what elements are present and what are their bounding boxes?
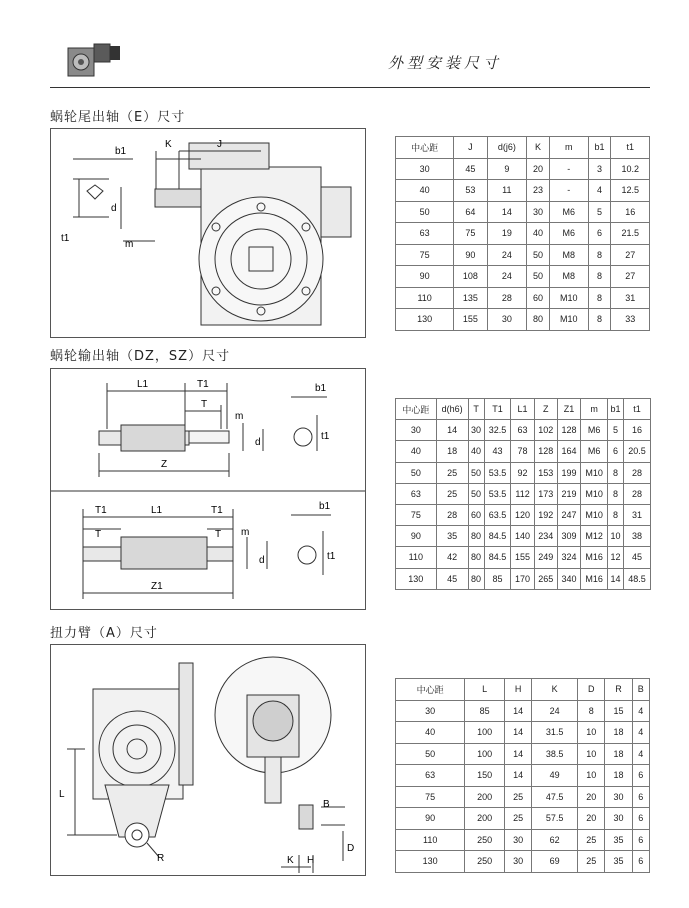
table-cell: 20: [578, 808, 605, 830]
table-cell: 28: [436, 504, 468, 525]
table-cell: 90: [396, 526, 437, 547]
table-cell: 10: [578, 722, 605, 744]
table-cell: 90: [454, 244, 487, 266]
table-cell: 128: [557, 420, 580, 441]
table-cell: 38: [624, 526, 651, 547]
table-row: [396, 547, 651, 568]
table-cell: 75: [396, 504, 437, 525]
table-dz-col: m: [581, 399, 608, 420]
dz-label-l1: L1: [137, 379, 149, 390]
table-cell: 164: [557, 441, 580, 462]
table-cell: 8: [578, 700, 605, 722]
table-cell: 75: [454, 223, 487, 245]
table-cell: 6: [632, 808, 649, 830]
table-cell: 40: [396, 722, 465, 744]
table-cell: 84.5: [484, 547, 511, 568]
section-a-title: 扭力臂（A）尺寸: [50, 626, 158, 641]
table-cell: 25: [578, 829, 605, 851]
table-cell: M12: [581, 526, 608, 547]
table-cell: 110: [396, 829, 465, 851]
table-cell: 10: [578, 743, 605, 765]
table-cell: 40: [396, 441, 437, 462]
table-cell: 30: [504, 829, 531, 851]
table-dz-col: d(h6): [436, 399, 468, 420]
table-cell: 80: [527, 309, 550, 331]
a-label-b: B: [323, 799, 330, 810]
table-cell: 25: [504, 808, 531, 830]
table-cell: 100: [465, 722, 505, 744]
table-cell: 30: [487, 309, 527, 331]
table-row: [396, 483, 651, 504]
table-dz-col: T1: [484, 399, 511, 420]
table-a-col: K: [532, 679, 578, 701]
page-title: 外型安装尺寸: [388, 54, 503, 72]
table-row: [396, 462, 651, 483]
table-cell: 28: [487, 287, 527, 309]
table-cell: 8: [588, 266, 611, 288]
table-cell: 62: [532, 829, 578, 851]
table-cell: 30: [605, 808, 632, 830]
table-cell: 15: [605, 700, 632, 722]
table-cell: 4: [632, 700, 649, 722]
table-row: [396, 700, 650, 722]
table-cell: 50: [527, 266, 550, 288]
table-cell: 14: [436, 420, 468, 441]
table-cell: 4: [632, 722, 649, 744]
table-cell: 48.5: [624, 568, 651, 589]
drawing-e: [50, 128, 366, 338]
table-a-col: 中心距: [396, 679, 465, 701]
dz-label-d-bottom: d: [259, 555, 265, 566]
table-cell: 130: [396, 309, 454, 331]
table-cell: 50: [396, 201, 454, 223]
table-cell: 25: [436, 483, 468, 504]
table-cell: 30: [396, 158, 454, 180]
table-cell: 63: [396, 223, 454, 245]
table-cell: M6: [550, 223, 589, 245]
table-cell: 47.5: [532, 786, 578, 808]
table-cell: 25: [436, 462, 468, 483]
table-cell: 27: [611, 266, 650, 288]
table-cell: 10: [578, 765, 605, 787]
dz-label-t1-bottom-left: T1: [95, 505, 107, 516]
table-e-col: d(j6): [487, 137, 527, 159]
table-row: [396, 244, 650, 266]
table-cell: 14: [504, 765, 531, 787]
table-row: [396, 420, 651, 441]
table-cell: 75: [396, 244, 454, 266]
table-row: [396, 309, 650, 331]
table-cell: 28: [624, 483, 651, 504]
table-cell: 250: [465, 851, 505, 873]
dz-label-l1-bottom: L1: [151, 505, 163, 516]
table-cell: 120: [511, 504, 534, 525]
a-label-k: K: [287, 855, 294, 866]
a-label-r: R: [157, 853, 165, 864]
table-dz-col: t1: [624, 399, 651, 420]
table-cell: 249: [534, 547, 557, 568]
table-a-header-row: [396, 679, 650, 701]
table-row: [396, 851, 650, 873]
table-cell: 60: [527, 287, 550, 309]
table-cell: M10: [581, 504, 608, 525]
table-cell: 16: [611, 201, 650, 223]
table-cell: 6: [632, 829, 649, 851]
gearbox-logo-icon: [64, 38, 122, 82]
table-a-col: D: [578, 679, 605, 701]
table-cell: 30: [396, 700, 465, 722]
table-cell: 16: [624, 420, 651, 441]
table-e-col: 中心距: [396, 137, 454, 159]
table-cell: 80: [468, 547, 484, 568]
table-cell: 4: [632, 743, 649, 765]
table-cell: 309: [557, 526, 580, 547]
table-e-col: m: [550, 137, 589, 159]
table-cell: 63: [396, 483, 437, 504]
dz-label-b1-top: b1: [315, 383, 327, 394]
table-cell: 155: [511, 547, 534, 568]
table-cell: 9: [487, 158, 527, 180]
dz-label-b1-bottom: b1: [319, 501, 331, 512]
dz-label-t-top: T: [201, 399, 208, 410]
table-cell: 32.5: [484, 420, 511, 441]
dz-label-t1-shaft-top: t1: [321, 431, 330, 442]
table-cell: 30: [468, 420, 484, 441]
table-cell: 92: [511, 462, 534, 483]
table-cell: 53: [454, 180, 487, 202]
table-cell: 247: [557, 504, 580, 525]
table-cell: 64: [454, 201, 487, 223]
table-cell: M10: [550, 309, 589, 331]
table-cell: 108: [454, 266, 487, 288]
table-row: [396, 223, 650, 245]
table-cell: M6: [550, 201, 589, 223]
table-cell: 5: [608, 420, 624, 441]
a-label-l: L: [59, 789, 65, 800]
table-cell: 14: [504, 743, 531, 765]
table-cell: 5: [588, 201, 611, 223]
table-cell: M10: [581, 483, 608, 504]
table-cell: 135: [454, 287, 487, 309]
table-dz-col: T: [468, 399, 484, 420]
dz-label-t1-bottom-right: T1: [211, 505, 223, 516]
table-cell: 63.5: [484, 504, 511, 525]
table-cell: 14: [487, 201, 527, 223]
table-cell: 21.5: [611, 223, 650, 245]
table-cell: 6: [632, 851, 649, 873]
table-cell: 30: [396, 420, 437, 441]
table-cell: 45: [454, 158, 487, 180]
e-label-j: J: [217, 139, 222, 150]
table-row: [396, 441, 651, 462]
table-cell: 31: [624, 504, 651, 525]
table-cell: 11: [487, 180, 527, 202]
table-cell: M10: [550, 287, 589, 309]
e-label-m: m: [125, 239, 134, 250]
table-cell: 170: [511, 568, 534, 589]
table-cell: 63: [396, 765, 465, 787]
dz-label-d-top: d: [255, 437, 261, 448]
header-divider: [50, 87, 650, 88]
table-cell: 20.5: [624, 441, 651, 462]
table-e: [395, 136, 650, 331]
table-cell: 19: [487, 223, 527, 245]
table-cell: 8: [608, 504, 624, 525]
drawing-a: [50, 644, 366, 876]
table-cell: 6: [588, 223, 611, 245]
table-cell: 50: [396, 743, 465, 765]
table-row: [396, 180, 650, 202]
a-label-h: H: [307, 855, 315, 866]
table-cell: 112: [511, 483, 534, 504]
drawing-dz: [50, 368, 366, 610]
table-cell: 35: [605, 851, 632, 873]
table-cell: 35: [605, 829, 632, 851]
table-cell: 130: [396, 851, 465, 873]
table-dz-col: b1: [608, 399, 624, 420]
table-cell: 219: [557, 483, 580, 504]
table-cell: M8: [550, 266, 589, 288]
table-cell: 18: [605, 765, 632, 787]
table-cell: 8: [588, 287, 611, 309]
table-row: [396, 266, 650, 288]
table-cell: 173: [534, 483, 557, 504]
table-cell: 90: [396, 266, 454, 288]
table-cell: 30: [504, 851, 531, 873]
table-cell: 80: [468, 568, 484, 589]
table-cell: M6: [581, 441, 608, 462]
table-cell: 100: [465, 743, 505, 765]
table-cell: 110: [396, 547, 437, 568]
dz-label-m-bottom: m: [241, 527, 250, 538]
table-cell: 8: [588, 309, 611, 331]
table-cell: 24: [487, 266, 527, 288]
table-cell: 234: [534, 526, 557, 547]
table-cell: 27: [611, 244, 650, 266]
table-cell: 128: [534, 441, 557, 462]
table-cell: 265: [534, 568, 557, 589]
table-cell: 14: [504, 722, 531, 744]
table-cell: 25: [504, 786, 531, 808]
table-cell: 3: [588, 158, 611, 180]
table-cell: 40: [396, 180, 454, 202]
table-cell: 38.5: [532, 743, 578, 765]
table-cell: 40: [527, 223, 550, 245]
table-cell: 53.5: [484, 483, 511, 504]
table-cell: 18: [436, 441, 468, 462]
table-cell: 130: [396, 568, 437, 589]
table-cell: 53.5: [484, 462, 511, 483]
table-cell: 155: [454, 309, 487, 331]
table-cell: 23: [527, 180, 550, 202]
table-cell: 45: [436, 568, 468, 589]
table-cell: 10: [608, 526, 624, 547]
table-cell: 30: [527, 201, 550, 223]
e-label-d: d: [111, 203, 117, 214]
dz-label-t1-shaft-bottom: t1: [327, 551, 336, 562]
table-cell: 150: [465, 765, 505, 787]
table-cell: 43: [484, 441, 511, 462]
table-e-col: K: [527, 137, 550, 159]
table-cell: 85: [484, 568, 511, 589]
table-cell: 85: [465, 700, 505, 722]
table-cell: 12: [608, 547, 624, 568]
table-a-col: H: [504, 679, 531, 701]
table-cell: 35: [436, 526, 468, 547]
table-cell: 20: [578, 786, 605, 808]
table-row: [396, 158, 650, 180]
table-cell: 78: [511, 441, 534, 462]
table-row: [396, 526, 651, 547]
table-cell: 20: [527, 158, 550, 180]
table-cell: 110: [396, 287, 454, 309]
table-cell: -: [550, 158, 589, 180]
table-row: [396, 201, 650, 223]
dz-label-m-top: m: [235, 411, 244, 422]
table-cell: 199: [557, 462, 580, 483]
table-cell: 84.5: [484, 526, 511, 547]
table-cell: 49: [532, 765, 578, 787]
table-row: [396, 786, 650, 808]
table-cell: 18: [605, 722, 632, 744]
table-cell: 63: [511, 420, 534, 441]
table-cell: 25: [578, 851, 605, 873]
table-cell: 57.5: [532, 808, 578, 830]
table-row: [396, 743, 650, 765]
table-row: [396, 722, 650, 744]
table-cell: 90: [396, 808, 465, 830]
table-e-col: t1: [611, 137, 650, 159]
table-row: [396, 504, 651, 525]
table-cell: M16: [581, 547, 608, 568]
table-cell: 8: [608, 462, 624, 483]
table-cell: 40: [468, 441, 484, 462]
table-cell: 69: [532, 851, 578, 873]
table-cell: -: [550, 180, 589, 202]
table-cell: 24: [487, 244, 527, 266]
table-e-header-row: [396, 137, 650, 159]
table-a-col: B: [632, 679, 649, 701]
e-label-b1: b1: [115, 146, 127, 157]
table-row: [396, 808, 650, 830]
table-row: [396, 568, 651, 589]
e-label-k: K: [165, 139, 172, 150]
table-dz-col: Z: [534, 399, 557, 420]
dz-label-t-bottom-left: T: [95, 529, 102, 540]
table-cell: 50: [396, 462, 437, 483]
table-row: [396, 287, 650, 309]
table-cell: 18: [605, 743, 632, 765]
table-e-col: b1: [588, 137, 611, 159]
table-cell: 42: [436, 547, 468, 568]
dz-label-z: Z: [161, 459, 168, 470]
table-a-col: L: [465, 679, 505, 701]
table-cell: 50: [468, 483, 484, 504]
table-cell: 200: [465, 808, 505, 830]
table-cell: 33: [611, 309, 650, 331]
table-cell: M6: [581, 420, 608, 441]
table-cell: 102: [534, 420, 557, 441]
table-dz-header-row: [396, 399, 651, 420]
table-row: [396, 829, 650, 851]
table-dz-col: Z1: [557, 399, 580, 420]
header-logo: [64, 38, 122, 82]
table-cell: 12.5: [611, 180, 650, 202]
table-cell: 14: [504, 700, 531, 722]
table-row: [396, 765, 650, 787]
dz-label-t1-top: T1: [197, 379, 209, 390]
table-cell: 80: [468, 526, 484, 547]
section-dz-title: 蜗轮输出轴（DZ，SZ）尺寸: [50, 349, 231, 364]
table-cell: 340: [557, 568, 580, 589]
table-cell: 10.2: [611, 158, 650, 180]
a-label-d: D: [347, 843, 355, 854]
table-cell: 6: [632, 786, 649, 808]
dz-label-z1: Z1: [151, 581, 163, 592]
table-e-col: J: [454, 137, 487, 159]
table-dz-col: L1: [511, 399, 534, 420]
table-cell: 31: [611, 287, 650, 309]
table-cell: 75: [396, 786, 465, 808]
table-cell: 6: [632, 765, 649, 787]
table-a-col: R: [605, 679, 632, 701]
table-cell: 153: [534, 462, 557, 483]
table-cell: 200: [465, 786, 505, 808]
table-cell: 50: [527, 244, 550, 266]
table-cell: 60: [468, 504, 484, 525]
table-cell: 14: [608, 568, 624, 589]
table-dz-col: 中心距: [396, 399, 437, 420]
table-cell: 28: [624, 462, 651, 483]
dz-label-t-bottom-right: T: [215, 529, 222, 540]
table-a: [395, 678, 650, 873]
table-cell: 24: [532, 700, 578, 722]
e-label-t1: t1: [61, 233, 70, 244]
table-cell: 6: [608, 441, 624, 462]
table-cell: 250: [465, 829, 505, 851]
table-cell: 324: [557, 547, 580, 568]
table-cell: 8: [588, 244, 611, 266]
table-cell: 45: [624, 547, 651, 568]
section-e-title: 蜗轮尾出轴（E）尺寸: [50, 110, 186, 125]
table-cell: 50: [468, 462, 484, 483]
table-cell: 4: [588, 180, 611, 202]
table-cell: 140: [511, 526, 534, 547]
table-cell: 30: [605, 786, 632, 808]
table-cell: 192: [534, 504, 557, 525]
table-dz: [395, 398, 651, 590]
table-cell: M10: [581, 462, 608, 483]
table-cell: M16: [581, 568, 608, 589]
table-cell: 8: [608, 483, 624, 504]
table-cell: M8: [550, 244, 589, 266]
table-cell: 31.5: [532, 722, 578, 744]
